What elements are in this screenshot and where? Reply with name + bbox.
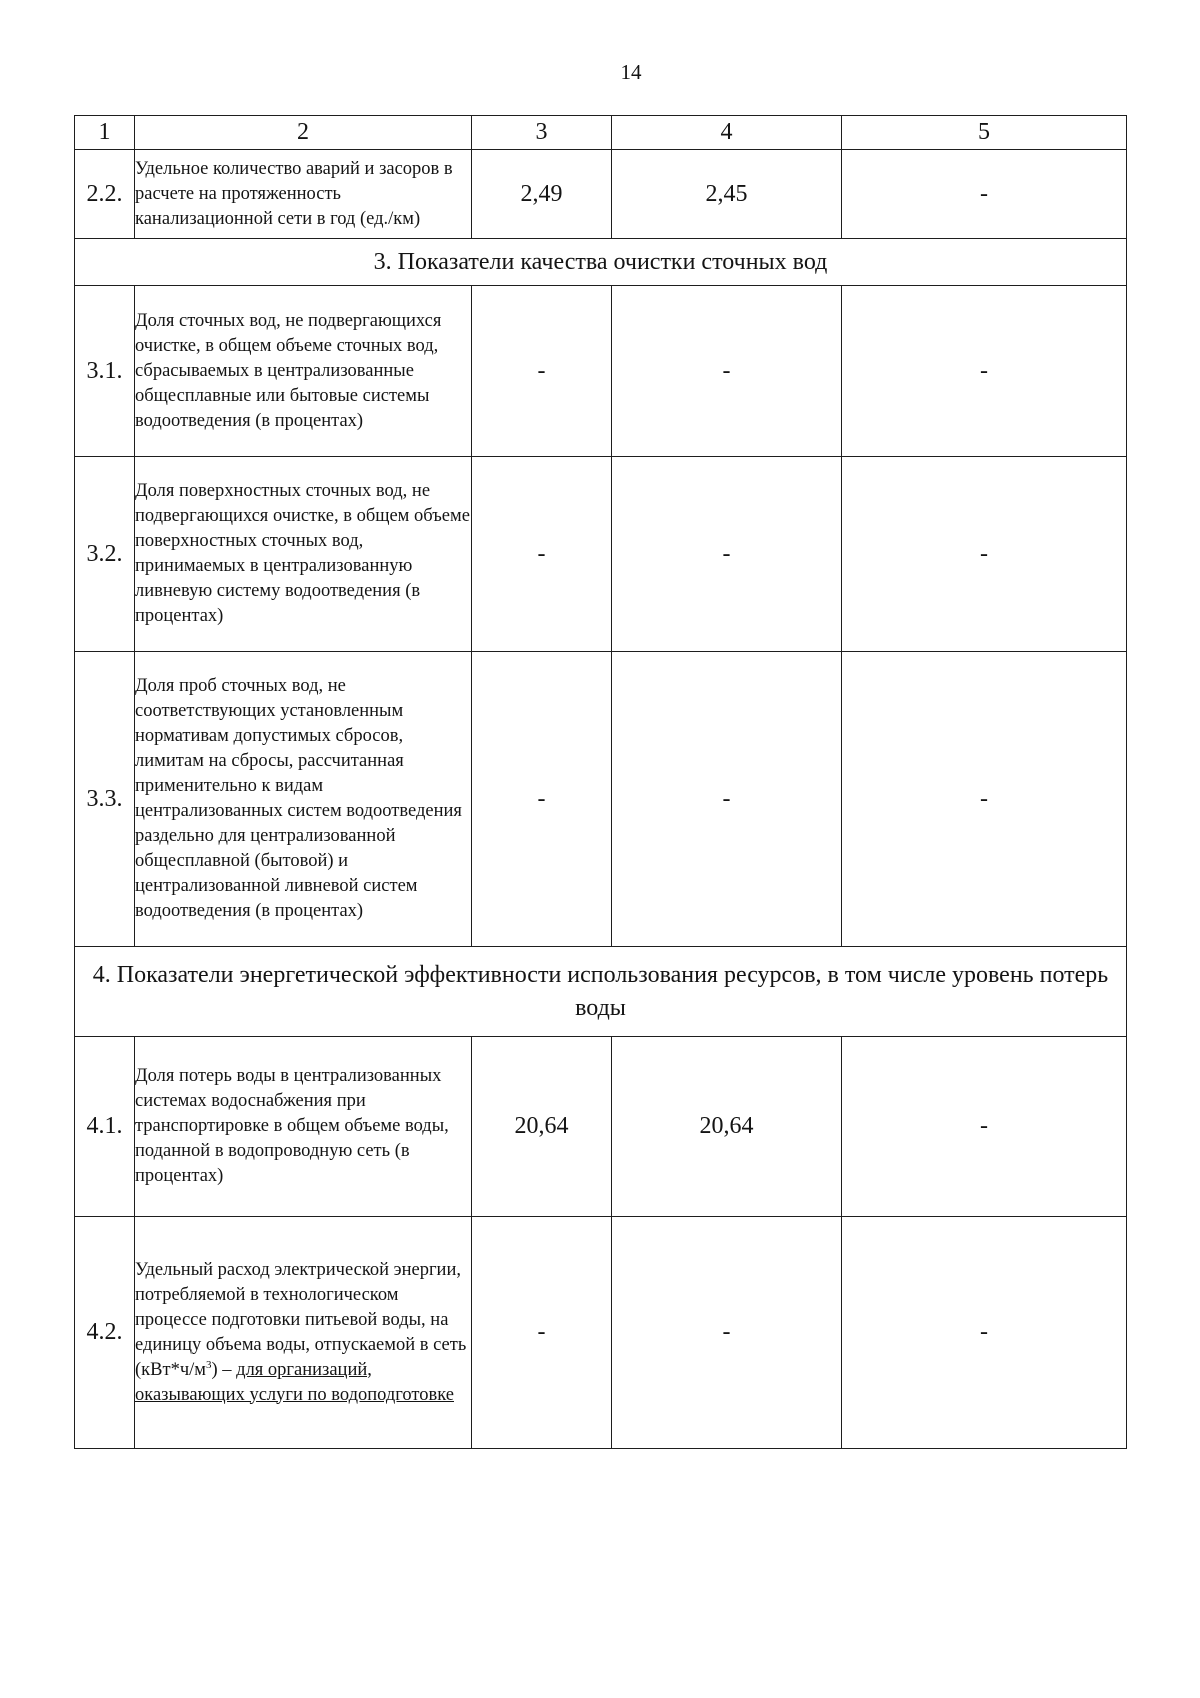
value-col3: - <box>472 1217 612 1449</box>
row-number: 3.3. <box>75 652 135 947</box>
row-number: 4.2. <box>75 1217 135 1449</box>
table-header-row <box>75 116 1127 150</box>
unit-superscript: 3 <box>205 1358 212 1371</box>
indicator-name: Доля поверхностных сточных вод, не подвергающихся очистке, в общем объеме поверхностных сточных вод, принимаемых в централизованную ливневую систему водоотведения (в процентах) <box>135 457 472 652</box>
value-col5: - <box>842 457 1127 652</box>
value-col4: 20,64 <box>612 1037 842 1217</box>
indicator-name <box>135 1217 472 1449</box>
column-number-2: 2 <box>135 116 472 150</box>
indicators-table <box>74 115 1127 1449</box>
section-heading: 4. Показатели энергетической эффективности использования ресурсов, в том числе уровень потерь воды <box>75 947 1127 1037</box>
table-row <box>75 1037 1127 1217</box>
column-number-1: 1 <box>75 116 135 150</box>
column-number-4: 4 <box>612 116 842 150</box>
value-col5: - <box>842 1217 1127 1449</box>
row-number: 3.2. <box>75 457 135 652</box>
indicator-name: Доля сточных вод, не подвергающихся очистке, в общем объеме сточных вод, сбрасываемых в централизованные общесплавные или бытовые системы водоотведения (в процентах) <box>135 286 472 457</box>
table-row <box>75 1217 1127 1449</box>
table-row <box>75 457 1127 652</box>
indicator-name-text: Удельный расход электрической энергии, потребляемой в технологическом процессе подготовки питьевой воды, на единицу объема воды, отпускаемой в сеть (кВт*ч/м <box>135 1259 467 1380</box>
indicator-name: Доля проб сточных вод, не соответствующих установленным нормативам допустимых сбросов, лимитам на сбросы, рассчитанная применительно к видам централизованных систем водоотведения раздельно для централизованной общесплавной (бытовой) и централизованной ливневой систем водоотведения (в процентах) <box>135 652 472 947</box>
table-row <box>75 150 1127 239</box>
value-col4: - <box>612 652 842 947</box>
value-col5: - <box>842 150 1127 239</box>
value-col5: - <box>842 286 1127 457</box>
row-number: 3.1. <box>75 286 135 457</box>
value-col3: - <box>472 652 612 947</box>
row-number: 2.2. <box>75 150 135 239</box>
section-heading: 3. Показатели качества очистки сточных вод <box>75 239 1127 286</box>
row-number: 4.1. <box>75 1037 135 1217</box>
value-col4: - <box>612 286 842 457</box>
indicator-name-underlined: для организаций, оказывающих услуги по водоподготовке <box>135 1359 454 1405</box>
value-col4: - <box>612 1217 842 1449</box>
page-number: 14 <box>620 60 642 84</box>
value-col5: - <box>842 1037 1127 1217</box>
column-number-5: 5 <box>842 116 1127 150</box>
value-col3: - <box>472 286 612 457</box>
value-col4: - <box>612 457 842 652</box>
table-row <box>75 286 1127 457</box>
value-col3: 20,64 <box>472 1037 612 1217</box>
value-col5: - <box>842 652 1127 947</box>
table-row <box>75 652 1127 947</box>
indicator-name-text: ) – <box>211 1359 237 1380</box>
value-col3: - <box>472 457 612 652</box>
value-col3: 2,49 <box>472 150 612 239</box>
section-row <box>75 947 1127 1037</box>
value-col4: 2,45 <box>612 150 842 239</box>
column-number-3: 3 <box>472 116 612 150</box>
indicator-name: Доля потерь воды в централизованных системах водоснабжения при транспортировке в общем объеме воды, поданной в водопроводную сеть (в процентах) <box>135 1037 472 1217</box>
indicator-name: Удельное количество аварий и засоров в расчете на протяженность канализационной сети в год (ед./км) <box>135 150 472 239</box>
section-row <box>75 239 1127 286</box>
